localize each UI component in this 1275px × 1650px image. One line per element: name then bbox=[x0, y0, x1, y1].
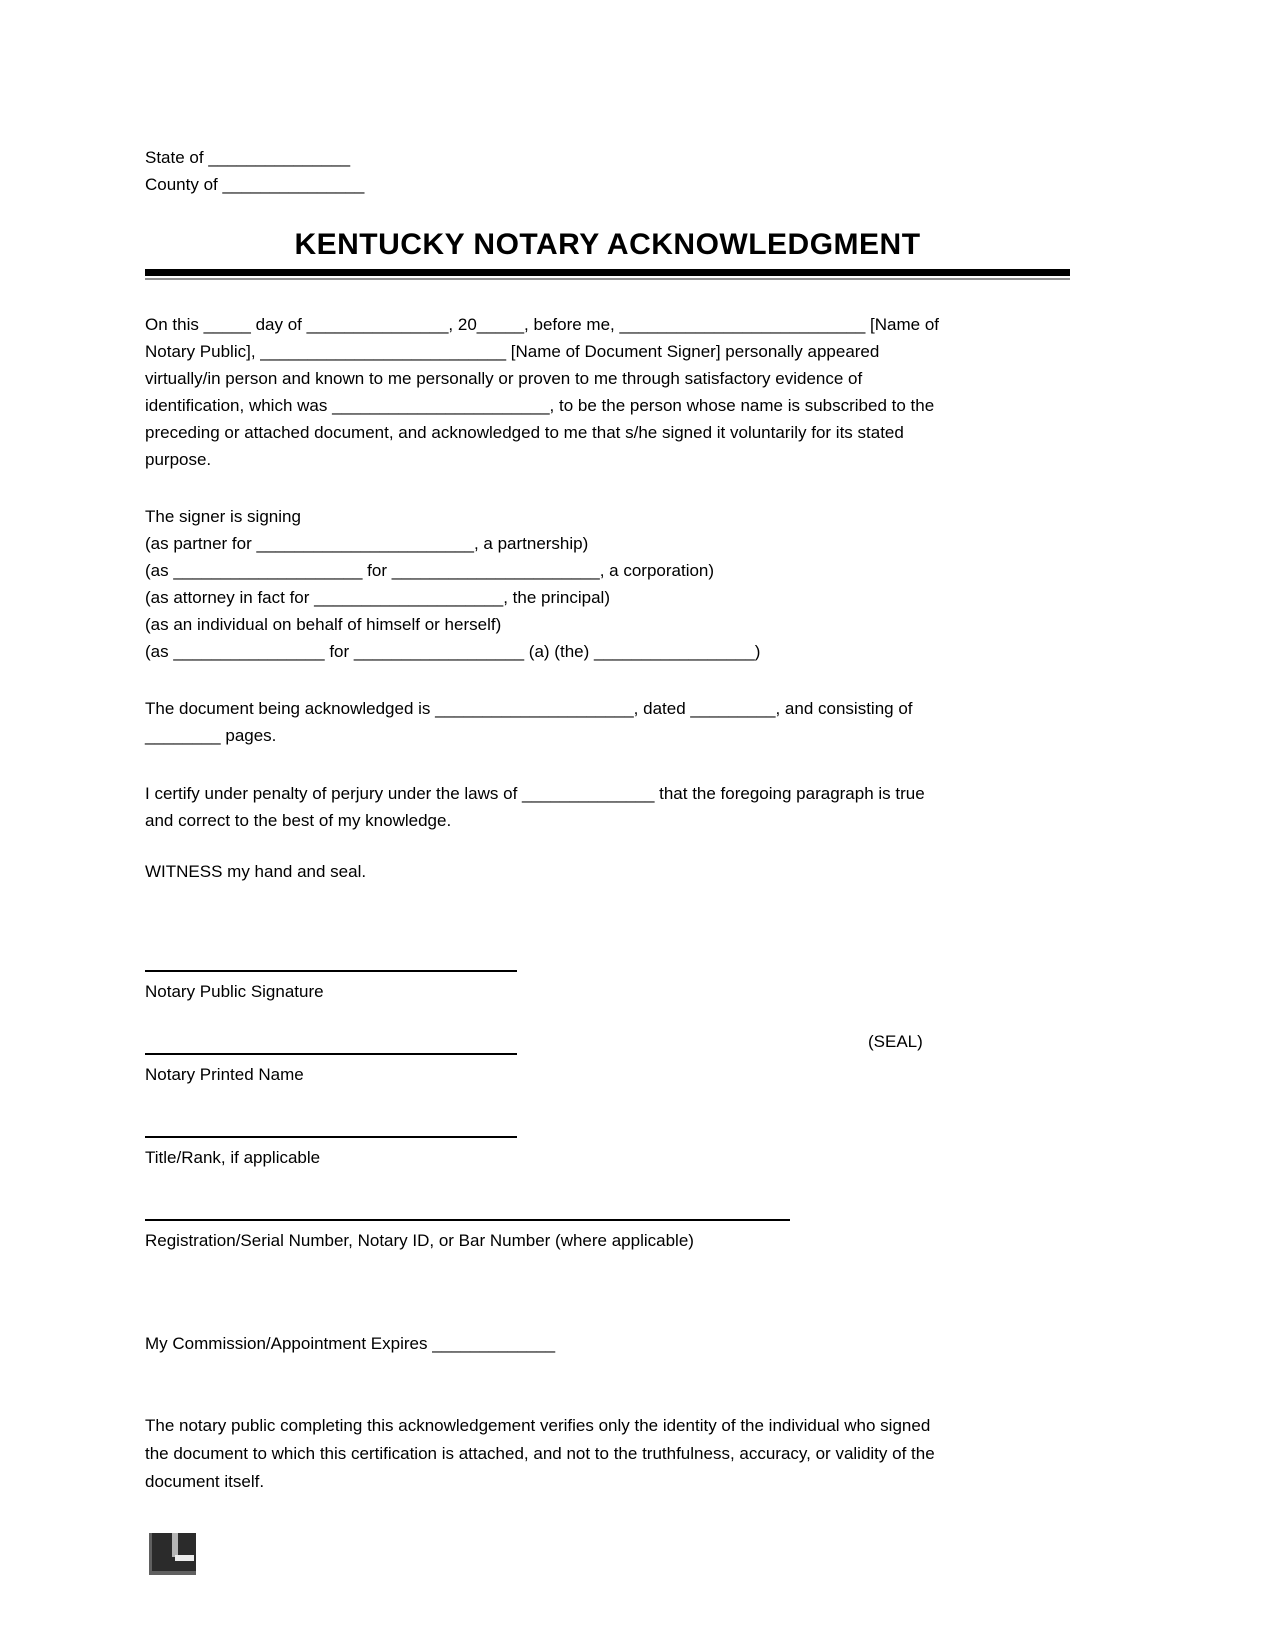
notary-signature-label: Notary Public Signature bbox=[145, 982, 324, 1001]
county-line: County of _______________ bbox=[145, 175, 365, 194]
legal-templates-logo-icon bbox=[149, 1533, 196, 1575]
notary-printed-name-field bbox=[145, 1053, 517, 1088]
title-rank-field bbox=[145, 1136, 517, 1171]
commission-expires-line: My Commission/Appointment Expires _____________ bbox=[145, 1334, 556, 1353]
certification-paragraph bbox=[145, 780, 925, 834]
title-rule-thin-line bbox=[145, 278, 1070, 280]
seal-label: (SEAL) bbox=[868, 1032, 923, 1051]
document-paragraph-line: ________ pages. bbox=[145, 726, 277, 745]
state-county-header bbox=[145, 144, 364, 198]
signer-option-individual: (as an individual on behalf of himself or herself) bbox=[145, 615, 502, 634]
certification-paragraph-line: and correct to the best of my knowledge. bbox=[145, 811, 452, 830]
disclaimer-line: the document to which this certification is attached, and not to the truthfulness, accuracy, or validity of the bbox=[145, 1444, 935, 1463]
title-rule bbox=[145, 269, 1070, 280]
signer-option-partnership: (as partner for _______________________, a partnership) bbox=[145, 534, 589, 553]
notary-printed-name-rule bbox=[145, 1053, 517, 1055]
notary-printed-name-label: Notary Printed Name bbox=[145, 1065, 304, 1084]
signer-section bbox=[145, 503, 760, 665]
logo-vertical-bar bbox=[172, 1533, 178, 1557]
signer-option-other: (as ________________ for __________________ (a) (the) _________________) bbox=[145, 642, 761, 661]
witness-line: WITNESS my hand and seal. bbox=[145, 862, 367, 881]
opening-paragraph-line: identification, which was _______________________, to be the person whose name is subscribed to the bbox=[145, 396, 935, 415]
opening-paragraph-line: preceding or attached document, and acknowledged to me that s/he signed it voluntarily for its stated bbox=[145, 423, 904, 442]
notary-signature-field bbox=[145, 970, 517, 1005]
state-line: State of _______________ bbox=[145, 148, 351, 167]
title-rule-thick-line bbox=[145, 269, 1070, 276]
opening-paragraph-line: Notary Public], __________________________ [Name of Document Signer] personally appeared bbox=[145, 342, 880, 361]
disclaimer-line: document itself. bbox=[145, 1472, 265, 1491]
certification-paragraph-line: I certify under penalty of perjury under the laws of ______________ that the foregoing paragraph is true bbox=[145, 784, 925, 803]
title-rank-rule bbox=[145, 1136, 517, 1138]
logo-horizontal-bar bbox=[175, 1555, 194, 1561]
signer-option-attorney-in-fact: (as attorney in fact for ____________________, the principal) bbox=[145, 588, 610, 607]
registration-number-rule bbox=[145, 1219, 790, 1221]
opening-paragraph-line: virtually/in person and known to me personally or proven to me through satisfactory evidence of bbox=[145, 369, 863, 388]
disclaimer-line: The notary public completing this acknowledgement verifies only the identity of the individual who signed bbox=[145, 1416, 931, 1435]
opening-paragraph-line: On this _____ day of _______________, 20_____, before me, __________________________ [Name of bbox=[145, 315, 940, 334]
signer-option-corporation: (as ____________________ for ______________________, a corporation) bbox=[145, 561, 715, 580]
title-rank-label: Title/Rank, if applicable bbox=[145, 1148, 321, 1167]
registration-number-label: Registration/Serial Number, Notary ID, or Bar Number (where applicable) bbox=[145, 1231, 694, 1250]
signer-heading: The signer is signing bbox=[145, 507, 301, 526]
disclaimer-paragraph bbox=[145, 1412, 935, 1496]
form-title: KENTUCKY NOTARY ACKNOWLEDGMENT bbox=[294, 228, 921, 261]
opening-paragraph bbox=[145, 311, 939, 473]
document-paragraph-line: The document being acknowledged is _____________________, dated _________, and consisting of bbox=[145, 699, 913, 718]
opening-paragraph-line: purpose. bbox=[145, 450, 212, 469]
registration-number-field bbox=[145, 1219, 790, 1254]
document-paragraph bbox=[145, 695, 913, 749]
notary-signature-rule bbox=[145, 970, 517, 972]
